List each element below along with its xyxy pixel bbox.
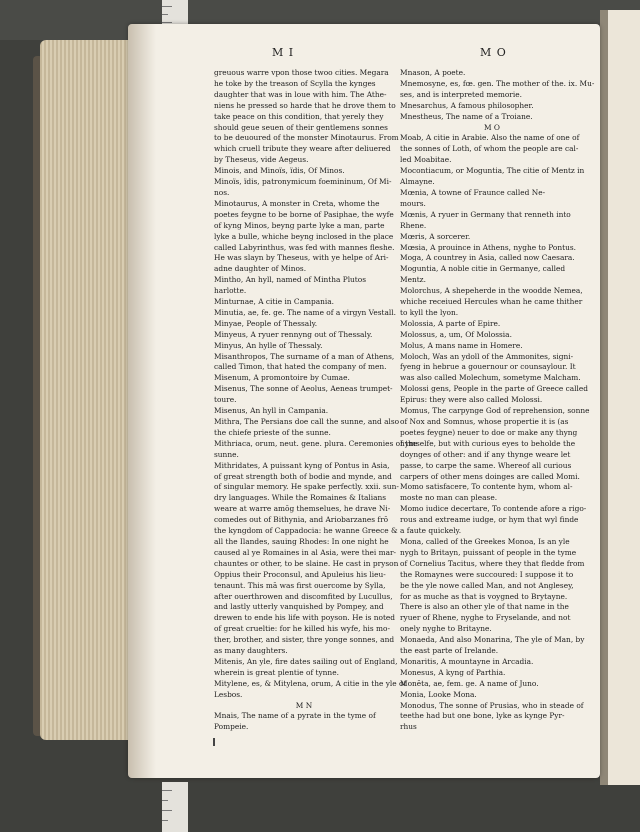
text-line: Mithridates, A puissant kyng of Pontus in Asia, [214,460,390,470]
text-line: mours. [400,198,426,208]
text-line: Minyus, An hylle of Thessaly. [214,340,323,350]
text-line: the kyngdom of Cappadocia: he wanne Greece & [214,526,398,536]
text-line: rous and extreame iudge, or hym that wyl finde [400,515,579,525]
text-line: Mnemosyne, es, fœ. gen. The mother of the. ix. Mu- [400,78,595,88]
text-line: onely nyghe to Britayne. [400,624,492,634]
text-line: he toke by the treason of Scylla the kynges [214,78,376,88]
text-line: Minoïs, ïdis, patronymicum foemininum, Of Mi- [214,177,392,187]
text-line: led Moabitae. [400,155,452,165]
text-line: be the yle nowe called Man, and not Anglesey, [400,580,574,590]
text-line: Mœnia, A towne of Fraunce called Ne- [400,187,546,197]
text-line: M O [484,122,500,132]
text-line: toure. [214,395,237,405]
text-line: Mnais, The name of a pyrate in the tyme of [214,711,376,721]
text-line: Minyae, People of Thessaly. [214,318,318,328]
text-line: Monaeda, And also Monarina, The yle of Man, by [400,635,585,645]
text-line: all the Ilandes, sauing Rhodes: In one night he [214,536,389,546]
text-line: of great crueltie: for he killed his wyfe, his mo- [214,624,390,634]
right-text-column [400,68,595,733]
text-line: Monesus, A kyng of Parthia. [400,667,506,677]
text-line: Mithriaca, orum, neut. gene. plura. Ceremonies of the [214,438,418,448]
text-line: drewen to ende his life with poyson. He is noted [214,613,396,623]
text-line: of great strength both of bodie and mynde, and [214,471,392,481]
text-line: Minyeus, A ryuer rennyng out of Thessaly. [214,329,373,339]
text-line: Momus, The carpynge God of reprehension, sonne [400,406,590,416]
text-line: There is also an other yle of that name in the [400,602,569,612]
text-line: Lesbos. [214,689,243,699]
text-line: a faute quickely. [400,526,462,536]
text-line: should geue seuen of their gentlemens sonnes [214,122,388,132]
running-head-right: M O [480,46,507,59]
text-line: which cruell tribute they weare after deliuered [214,144,391,154]
text-line: the Romaynes were succoured: I suppose it to [400,569,574,579]
text-line: Molossus, a, um, Of Molossia. [400,329,512,339]
text-line: nos. [214,187,230,197]
text-line: Molorchus, A shepeherde in the woodde Nemea, [400,286,583,296]
text-line: Moga, A countrey in Asia, called now Caesara. [400,253,575,263]
text-line: poetes feygne) neuer to doe or make any thyng [400,427,578,437]
text-line: Misenus, An hyll in Campania. [214,406,329,416]
text-line: to kyll the lyon. [400,307,459,317]
text-line: Molossia, A parte of Epire. [400,318,501,328]
text-line: lyke a bulle, whiche beyng inclosed in the place [214,231,394,241]
text-line: M N [295,700,313,710]
text-line: the chiefe prieste of the sunne. [214,427,331,437]
text-line: hymselfe, but with curious eyes to beholde the [400,438,576,448]
text-line: Molossi gens, People in the parte of Greece called [400,384,589,394]
text-line: as many daughters. [214,646,288,656]
text-line: of singular memory. He spake perfectly. xxii. sun- [214,482,399,492]
text-line: Mitylene, es, & Mitylena, orum, A citie in the yle of [214,678,407,688]
text-line: Almayne. [400,177,435,187]
text-line: and lastly utterly vanquished by Pompey, and [214,602,384,612]
text-line: ses, and is interpreted memorie. [400,89,522,99]
text-line: Misenus, The sonne of Aeolus, Aeneas trumpet- [214,384,393,394]
text-line: Misenum, A promontoire by Cumae. [214,373,350,383]
text-line: Monaritis, A mountayne in Arcadia. [400,656,534,666]
text-line: chauntes or other, to be slaine. He cast in pryson [214,558,399,568]
text-line: by Theseus, vide Aegeus. [214,155,309,165]
text-line: greuous warre vpon those twoo cities. Megara [214,68,389,77]
text-line: daughter that was in loue with him. The Athe- [214,89,387,99]
text-line: Monodus, The sonne of Prusias, who in steade of [400,700,584,710]
text-line: Minutia, ae, fe. ge. The name of a virgyn Vestall. [214,307,396,317]
text-line: Monēta, ae, fem. ge. A name of Juno. [400,678,539,688]
page-edges [40,40,132,740]
text-line: Pompeie. [214,722,249,732]
text-line: the sonnes of Loth, of whom the people are cal- [400,144,579,154]
text-line: Mithra, The Persians doe call the sunne, and also [214,417,400,426]
text-line: Mœsia, A prouince in Athens, nyghe to Pontus. [400,242,576,252]
text-line: after ouerthrowen and discomfited by Lucullus, [214,591,393,601]
text-line: ther, brother, and sister, thre yonge sonnes, and [214,635,395,645]
text-line: Molus, A mans name in Homere. [400,340,523,350]
text-line: Momo satisfacere, To contente hym, whom al- [400,482,573,492]
text-line: carpers of other mens doinges are called Momi. [400,471,580,481]
margin-mark [213,738,215,746]
text-line: fyeng in hebrue a gouernour or counsaylour. It [400,362,576,372]
text-line: tenaunt. This mā was first ouercome by Sylla, [214,580,386,590]
scale-ruler-bottom [162,782,188,832]
text-line: Misanthropos, The surname of a man of Athens, [214,351,395,361]
text-line: ryuer of Rhene, nyghe to Fryselande, and not [400,613,571,623]
text-line: wherein is great plentie of tynne. [214,667,339,677]
text-line: whiche receiued Hercules whan he came thither [400,297,583,307]
running-head-left: M I [272,46,295,59]
text-line: Minturnae, A citie in Campania. [214,297,334,307]
text-line: Momo iudice decertare, To contende afore a rigo- [400,504,587,514]
page-gutter-shadow [128,24,156,778]
text-line: Minois, and Minoïs, ïdis, Of Minos. [214,166,345,176]
text-line: moste no man can please. [400,493,498,503]
text-line: the east parte of Irelande. [400,646,499,656]
text-line: comedes out of Bithynia, and Ariobarzanes frō [214,515,389,525]
text-line: sunne. [214,449,239,459]
text-line: passe, to carpe the same. Whereof all curious [400,460,572,470]
text-line: dry languages. While the Romaines & Italians [214,493,387,503]
text-line: Oppius their Proconsul, and Apuleius his lieu- [214,569,386,579]
text-line: Mnason, A poete. [400,68,466,77]
text-line: take peace on this condition, that yerely they [214,111,384,121]
text-line: Moloch, Was an ydoll of the Ammonites, signi- [400,351,574,361]
text-line: of kyng Minos, beyng parte lyke a man, parte [214,220,385,230]
text-line: weare at warre amōg themselues, he drave Ni- [214,504,391,514]
text-line: caused al ye Romaines in al Asia, were thei mar- [214,547,397,557]
text-line: poetes feygne to be borne of Pasiphae, the wyfe [214,209,394,219]
text-line: for as muche as that is voygned to Brytayne. [400,591,568,601]
text-line: Mœnis, A ryuer in Germany that renneth into [400,209,571,219]
text-line: Mnestheus, The name of a Troiane. [400,111,533,121]
text-line: Monia, Looke Mona. [400,689,477,699]
text-line: nygh to Britayn, puissant of people in the tyme [400,547,577,557]
text-line: to be deuoured of the monster Minotaurus. From [214,133,399,143]
text-line: of Cornelius Tacitus, where they that fledde from [400,558,585,568]
text-line: Mintho, An hyll, named of Mintha Plutos [214,275,367,285]
text-line: Mitenis, An yle, fire dates sailing out of England, [214,656,398,666]
text-line: Moguntia, A noble citie in Germanye, called [400,264,566,274]
text-line: Rhene. [400,220,427,230]
text-line: niens he pressed so harde that he drove them to [214,100,396,110]
text-line: Minotaurus, A monster in Creta, whome the [214,198,380,208]
text-line: He was slayn by Theseus, with ye helpe of Ari- [214,253,389,263]
text-line: adne daughter of Minos. [214,264,307,274]
text-line: Mnesarchus, A famous philosopher. [400,100,534,110]
text-line: rhus [400,722,417,732]
text-line: doynges of other: and if any thynge weare let [400,449,571,459]
text-line: Mentz. [400,275,426,285]
text-line: Mœris, A sorcerer. [400,231,471,241]
text-line: called Labyrinthus, was fed with mannes fleshe. [214,242,395,252]
facing-page-edge [600,10,640,785]
text-line: Mona, called of the Greekes Monoa, Is an yle [400,536,570,546]
text-line: teethe had but one bone, lyke as kynge Pyr- [400,711,565,721]
text-line: harlotte. [214,286,247,296]
text-line: Epirus: they were also called Molossi. [400,395,543,405]
text-line: Mocontiacum, or Moguntia, The citie of Mentz in [400,166,585,176]
text-line: was also called Molechum, sometyme Malcham. [400,373,581,383]
text-line: called Timon, that hated the company of men. [214,362,387,372]
text-line: of Nox and Somnus, whose propertie it is (as [400,417,569,426]
text-line: Moab, A citie in Arabie. Also the name of one of [400,133,580,143]
